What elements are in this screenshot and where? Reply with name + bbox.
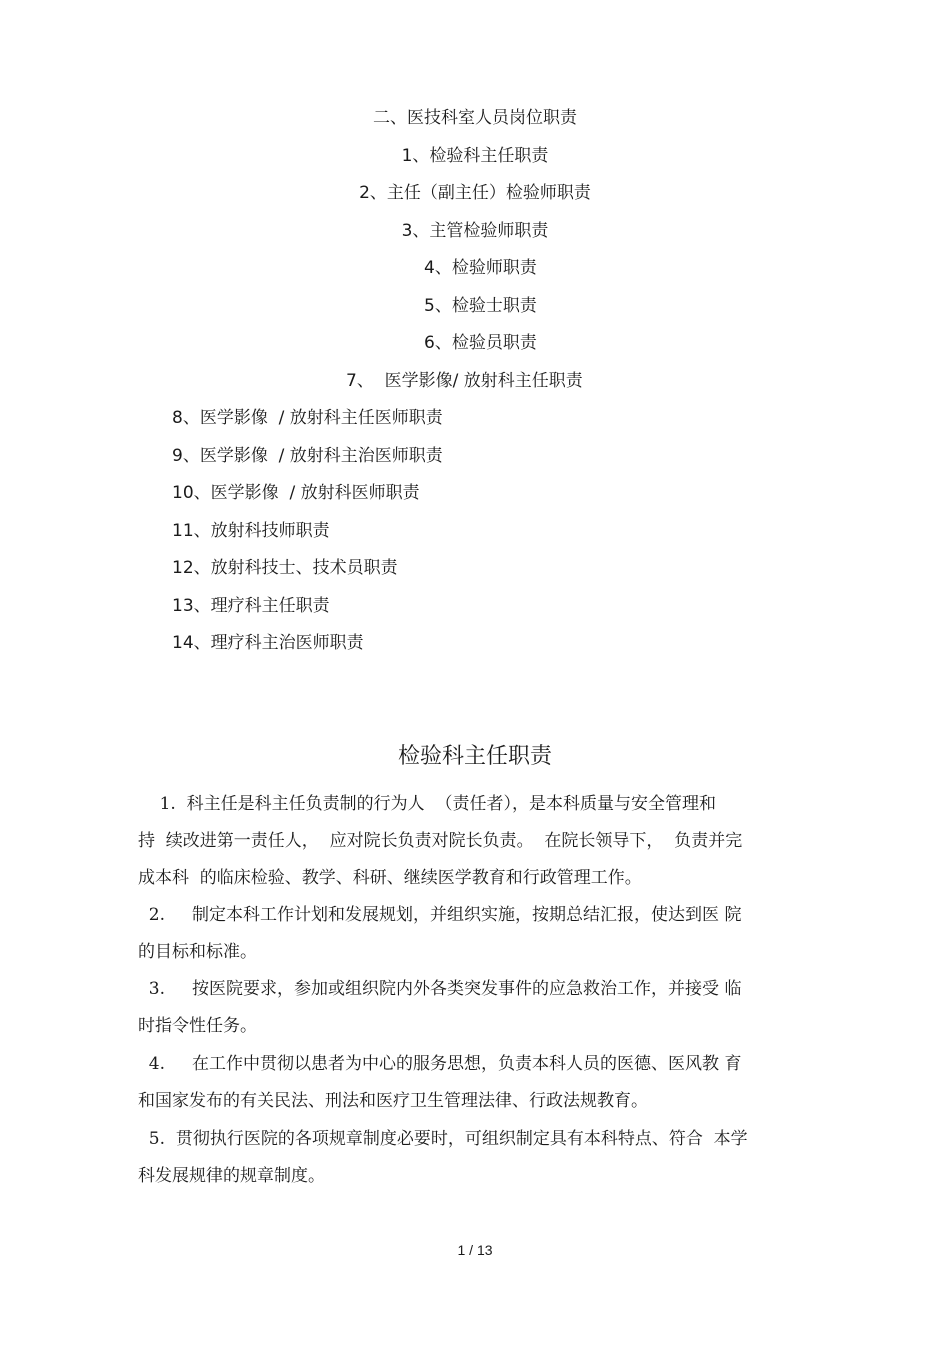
paragraph (138, 1046, 818, 1120)
paragraph (138, 1121, 818, 1195)
paragraph-line: 的目标和标准。 (138, 942, 257, 962)
paragraph (138, 897, 818, 971)
paragraph-line: 1. 科主任是科主任负责制的行为人 （责任者），是本科质量与安全管理和 (138, 794, 716, 814)
section-title: 检验科主任职责 (397, 744, 552, 769)
toc-item: 1、检验科主任职责 (401, 146, 549, 166)
toc-item: 14、理疗科主治医师职责 (172, 633, 364, 653)
paragraph-line: 时指令性任务。 (138, 1016, 257, 1036)
toc-item: 9、医学影像 / 放射科主治医师职责 (172, 446, 443, 466)
toc-item: 6、检验员职责 (424, 333, 537, 353)
toc-item: 2、主任（副主任）检验师职责 (359, 183, 591, 203)
toc-item: 5、检验士职责 (424, 296, 537, 316)
page-number: 1 / 13 (457, 1242, 493, 1258)
toc-item: 13、理疗科主任职责 (172, 596, 330, 616)
toc-item: 10、医学影像 / 放射科医师职责 (172, 483, 420, 503)
paragraph-line: 5. 贯彻执行医院的各项规章制度必要时，可组织制定具有本科特点、符合 本学 (138, 1129, 748, 1149)
paragraph-line: 4. 在工作中贯彻以患者为中心的服务思想，负责本科人员的医德、医风教 育 (138, 1054, 742, 1074)
toc-item: 11、放射科技师职责 (172, 521, 330, 541)
toc-heading: 二、医技科室人员岗位职责 (373, 108, 577, 128)
paragraph-line: 2. 制定本科工作计划和发展规划，并组织实施，按期总结汇报，使达到医 院 (138, 905, 742, 925)
toc-item: 3、主管检验师职责 (401, 221, 549, 241)
paragraph-line: 科发展规律的规章制度。 (138, 1166, 325, 1186)
paragraph-line: 和国家发布的有关民法、刑法和医疗卫生管理法律、行政法规教育。 (138, 1091, 648, 1111)
paragraph (138, 971, 818, 1045)
paragraph-line: 成本科 的临床检验、教学、科研、继续医学教育和行政管理工作。 (138, 868, 642, 888)
toc-item: 8、医学影像 / 放射科主任医师职责 (172, 408, 443, 428)
toc-item: 12、放射科技士、技术员职责 (172, 558, 398, 578)
toc-item: 4、检验师职责 (424, 258, 537, 278)
paragraph-line: 3. 按医院要求，参加或组织院内外各类突发事件的应急救治工作，并接受 临 (138, 979, 742, 999)
toc-item: 7、 医学影像/ 放射科主任职责 (346, 371, 583, 391)
paragraph-line: 持 续改进第一责任人， 应对院长负责对院长负责。 在院长领导下， 负责并完 (138, 831, 743, 851)
paragraph (138, 786, 818, 897)
